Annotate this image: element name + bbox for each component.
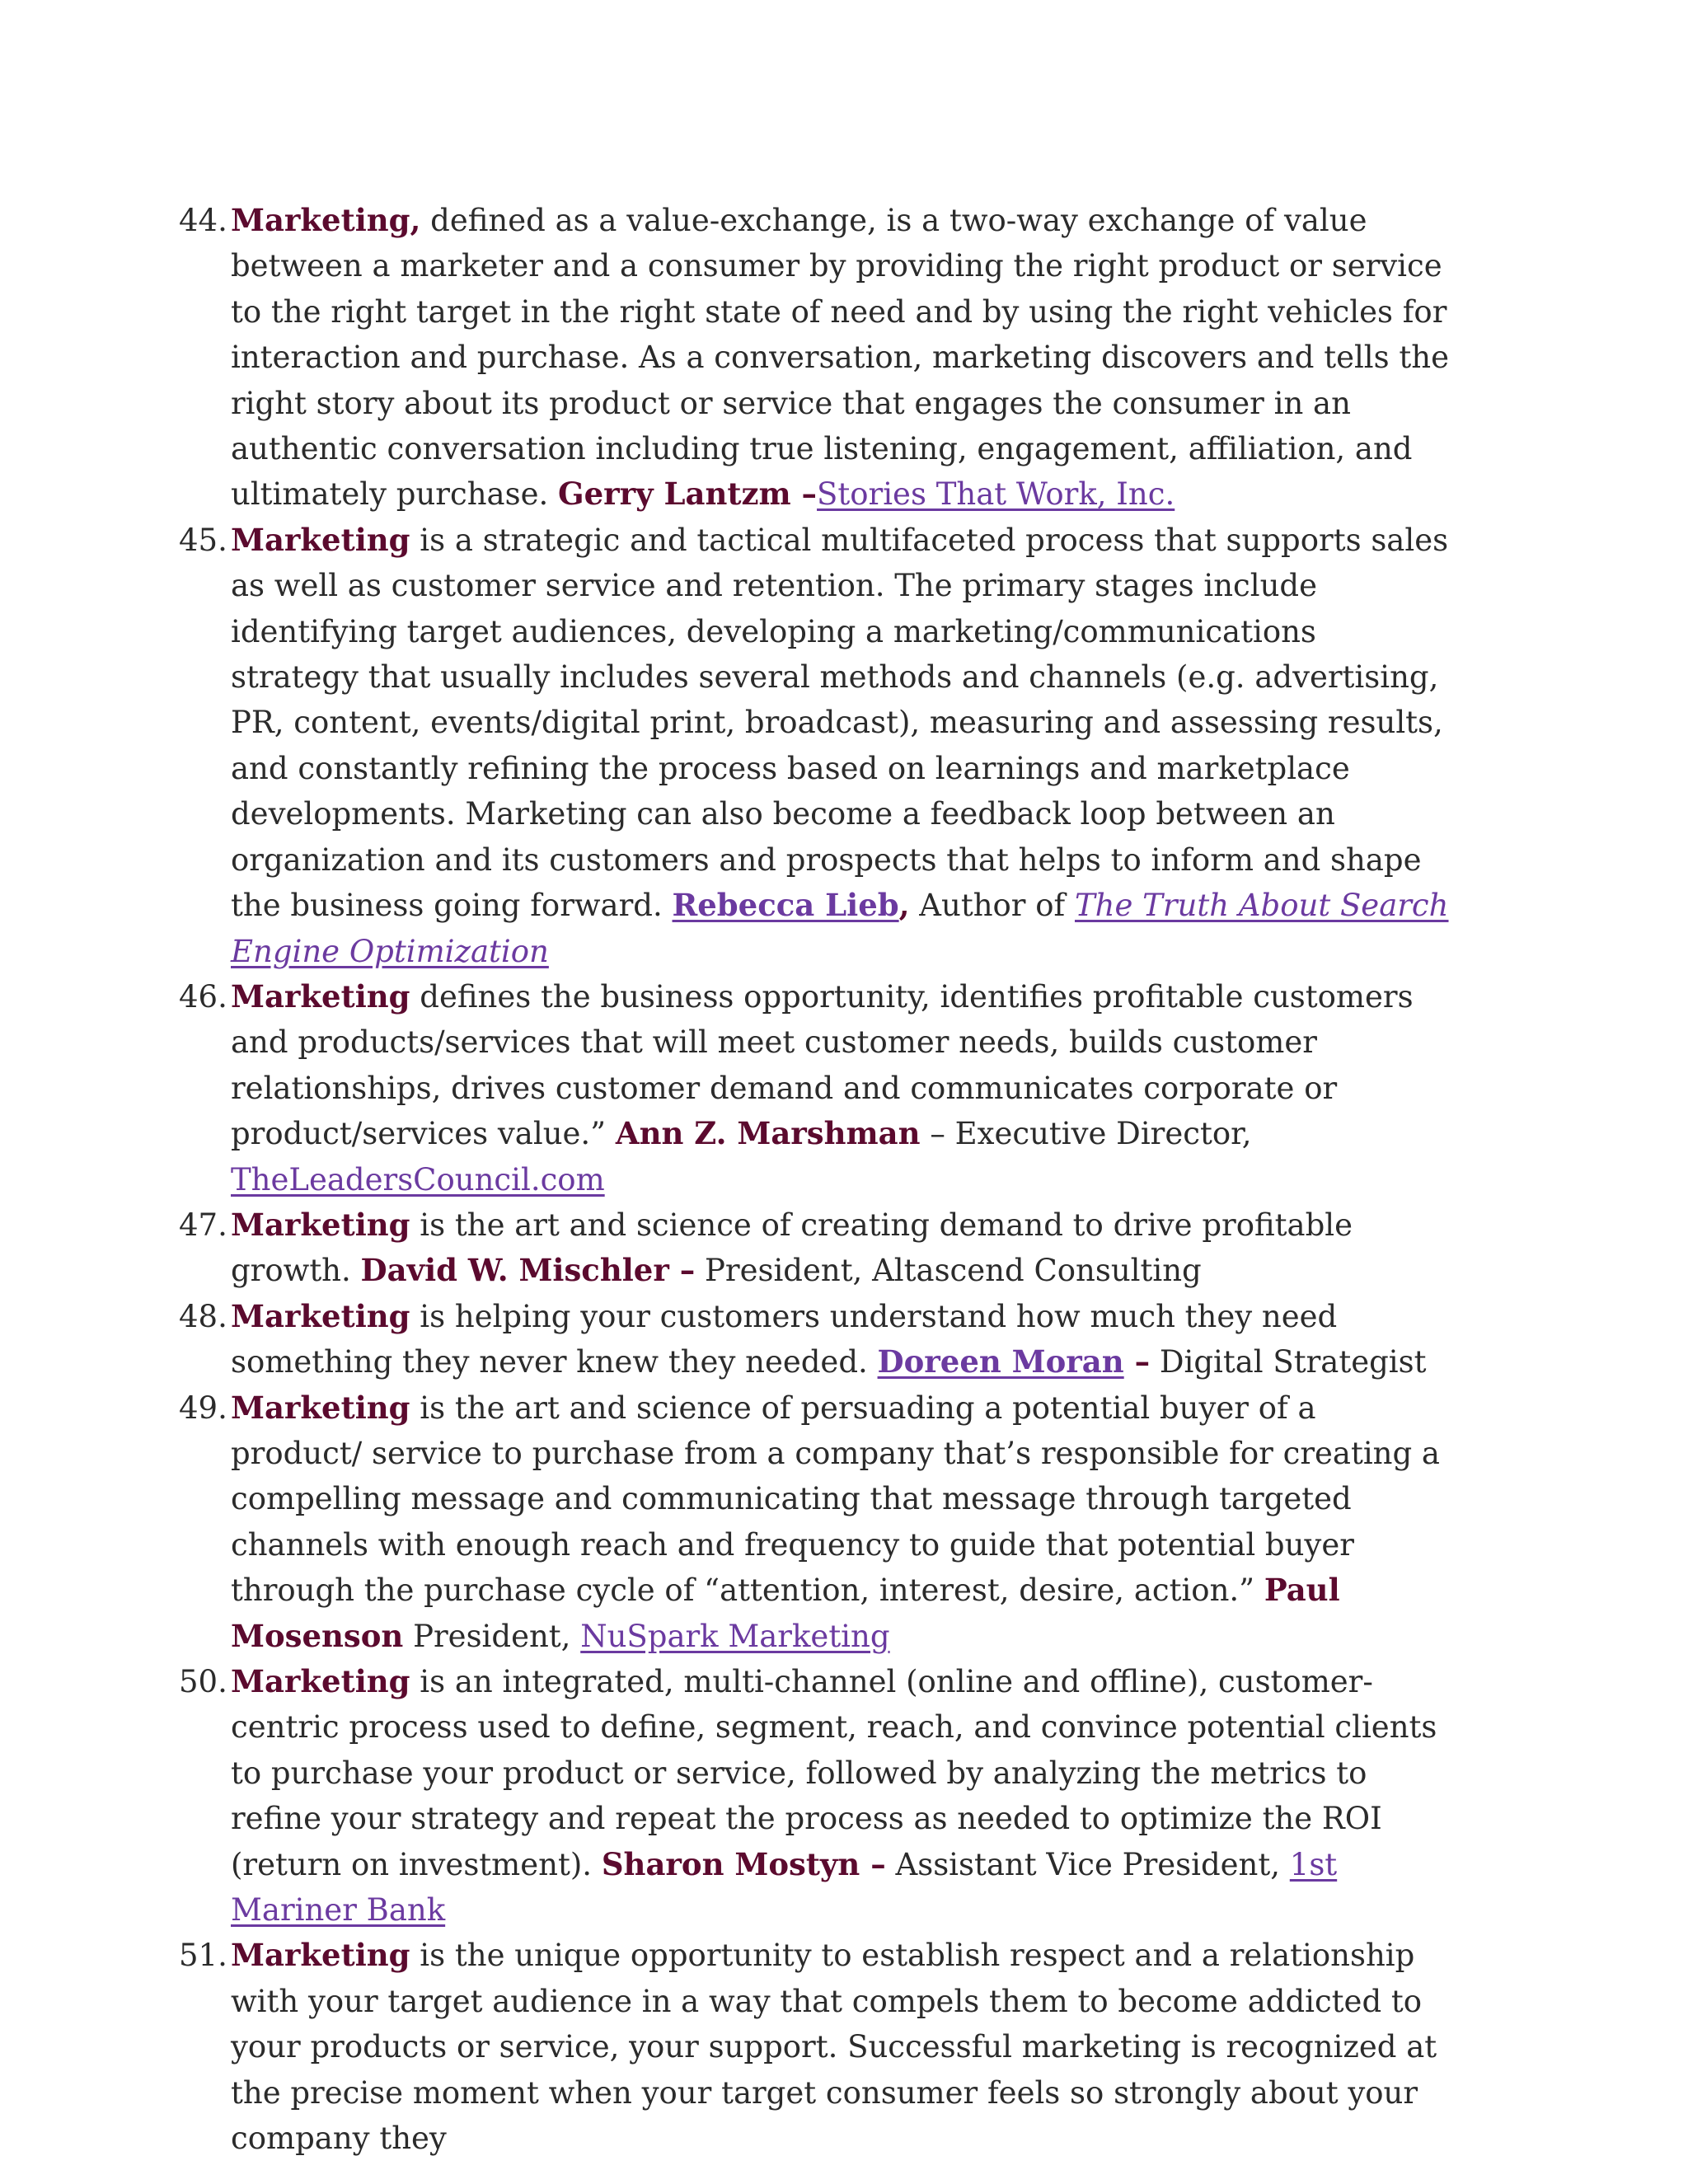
list-item-47 bbox=[165, 1202, 1451, 1294]
item-lead-term: Marketing, bbox=[231, 202, 421, 238]
author-name: Gerry Lantzm – bbox=[558, 476, 818, 513]
author-link[interactable]: Rebecca Lieb bbox=[672, 887, 899, 924]
item-text: is helping your customers understand how much they need something they never knew they needed. bbox=[231, 1298, 1338, 1380]
item-text: is the art and science of creating demand to drive profitable growth. bbox=[231, 1207, 1353, 1289]
item-lead-term: Marketing bbox=[231, 977, 410, 1015]
author-name: Sharon Mostyn – bbox=[601, 1845, 886, 1882]
company-link[interactable]: 1st Mariner Bank bbox=[231, 1846, 1338, 1929]
author-role: Assistant Vice President, bbox=[885, 1846, 1290, 1882]
definitions-list bbox=[165, 198, 1451, 2161]
item-number: 48. bbox=[179, 1298, 227, 1334]
list-item-48 bbox=[165, 1294, 1451, 1385]
book-link[interactable]: The Truth About Search Engine Optimization bbox=[231, 888, 1449, 969]
item-number: 51. bbox=[179, 1938, 227, 1974]
author-role: Author of bbox=[909, 888, 1075, 924]
item-number: 50. bbox=[179, 1664, 227, 1699]
item-lead-term: Marketing bbox=[231, 1206, 410, 1243]
company-link[interactable]: Stories That Work, Inc. bbox=[817, 476, 1175, 513]
item-number: 49. bbox=[179, 1390, 227, 1426]
author-comma: , bbox=[898, 887, 910, 924]
item-lead-term: Marketing bbox=[231, 521, 410, 558]
author-dash: – bbox=[1123, 1343, 1151, 1380]
author-role: President, Altascend Consulting bbox=[695, 1253, 1202, 1289]
list-item-50 bbox=[165, 1659, 1451, 1933]
item-lead-term: Marketing bbox=[231, 1663, 410, 1699]
item-number: 45. bbox=[179, 522, 227, 558]
item-text: is a strategic and tactical multifaceted process that supports sales as well as customer service and retention. The primary stages include identifying target audiences, developing a marketing/communications strategy that usually includes several methods and channels (e.g. advertising, PR, content, events/digital print, broadcast), measuring and assessing results, and constantly refining the process based on learnings and marketplace developments. Marketing can also become a feedback loop between an organization and its customers and prospects that helps to inform and shape the business going forward. bbox=[231, 522, 1449, 924]
item-lead-term: Marketing bbox=[231, 1297, 410, 1334]
author-role: – Executive Director, bbox=[920, 1116, 1252, 1152]
item-number: 46. bbox=[179, 978, 227, 1015]
list-item-49 bbox=[165, 1385, 1451, 1659]
item-lead-term: Marketing bbox=[231, 1937, 410, 1974]
item-text: is the art and science of persuading a potential buyer of a product/ service to purchase from a company that’s responsible for creating a compelling message and communicating that message through targeted channels with enough reach and frequency to guide that potential buyer through the purchase cycle of “attention, interest, desire, action.” bbox=[231, 1390, 1440, 1609]
list-item-44 bbox=[165, 198, 1451, 518]
item-text: defines the business opportunity, identifies profitable customers and products/services that will meet customer needs, builds customer relationships, drives customer demand and communicates corporate or product/services value.” bbox=[231, 978, 1414, 1152]
author-link[interactable]: Doreen Moran bbox=[877, 1343, 1124, 1380]
item-text: defined as a value-exchange, is a two-way exchange of value between a marketer and a consumer by providing the right product or service to the right target in the right state of need and by using the right vehicles for interaction and purchase. As a conversation, marketing discovers and tells the right story about its product or service that engages the consumer in an authentic conversation including true listening, engagement, affiliation, and ultimately purchase. bbox=[231, 203, 1449, 513]
author-role: President, bbox=[403, 1618, 581, 1654]
item-lead-term: Marketing bbox=[231, 1389, 410, 1426]
item-number: 47. bbox=[179, 1207, 227, 1243]
author-role: Digital Strategist bbox=[1150, 1344, 1427, 1380]
author-name: Ann Z. Marshman bbox=[615, 1115, 921, 1152]
company-link[interactable]: TheLeadersCouncil.com bbox=[231, 1161, 605, 1197]
author-name: Paul Mosenson bbox=[231, 1572, 1340, 1654]
list-item-45 bbox=[165, 518, 1451, 974]
item-text: is an integrated, multi-channel (online and offline), customer-centric process used to define, segment, reach, and convince potential clients to purchase your product or service, followed by analyzing the metrics to refine your strategy and repeat the process as needed to optimize the ROI (return on investment). bbox=[231, 1664, 1437, 1882]
list-item-51 bbox=[165, 1933, 1451, 2161]
item-text: is the unique opportunity to establish respect and a relationship with your target audience in a way that compels them to become addicted to your products or service, your support. Successful marketing is recognized at the precise moment when your target consumer feels so strongly about your company they bbox=[231, 1938, 1437, 2157]
list-item-46 bbox=[165, 974, 1451, 1202]
author-name: David W. Mischler – bbox=[360, 1252, 696, 1289]
item-number: 44. bbox=[179, 203, 227, 238]
company-link[interactable]: NuSpark Marketing bbox=[580, 1618, 890, 1654]
